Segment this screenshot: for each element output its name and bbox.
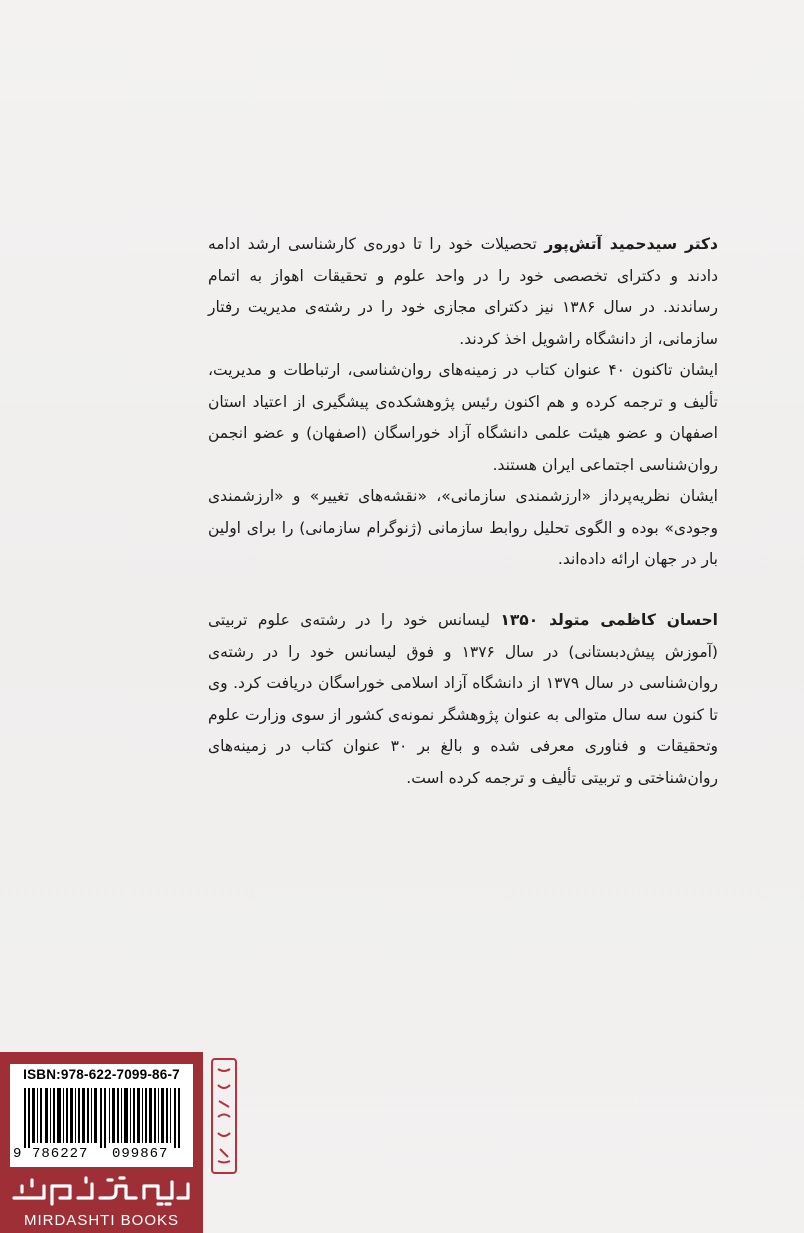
author-name: احسان کاظمی متولد ۱۳۵۰ — [500, 611, 719, 629]
isbn-label: ISBN:978-622-7099-86-7 — [23, 1067, 180, 1082]
publisher-brand: MIRDASHTI BOOKS — [23, 1212, 180, 1229]
bio-paragraph: ایشان نظریه‌پرداز «ارزشمندی سازمانی»، «نقشه‌های تغییر» و «ارزشمندی وجودی» بوده و الگوی تحلیل روابط سازمانی (ژنوگرام سازمانی) را برای اولین بار در جهان ارائه داده‌اند. — [208, 487, 718, 568]
publisher-logo-icon — [8, 1174, 195, 1210]
barcode-bars-icon — [24, 1088, 184, 1148]
barcode: ISBN:978-622-7099-86-7 9 786227 099867 — [10, 1064, 193, 1167]
author-bio-atashpour — [208, 229, 718, 576]
bio-paragraph: دکتر سیدحمید آتش‌پور تحصیلات خود را تا دوره‌ی کارشناسی ارشد ادامه دادند و دکترای تخصصی خود را در واحد علوم و تحقیقات اهواز به اتمام رساندند. در سال ۱۳۸۶ نیز دکترای مجازی خود را در رشته‌ی مدیریت رفتار سازمانی، از دانشگاه راشویل اخذ کردند. — [208, 235, 718, 348]
publisher-panel — [0, 1052, 203, 1233]
author-name: دکتر سیدحمید آتش‌پور — [544, 235, 718, 253]
author-bio-kazemi — [208, 605, 718, 794]
bio-paragraph: ایشان تاکنون ۴۰ عنوان کتاب در زمینه‌های روان‌شناسی، ارتباطات و مدیریت، تألیف و ترجمه کرده و هم اکنون رئیس پژوهشکده‌ی پیشگیری از اعتیاد استان اصفهان و عضو هیئت علمی دانشگاه آزاد خوراسگان (اصفهان) و عضو انجمن روان‌شناسی اجتماعی ایران هستند. — [208, 361, 719, 474]
bio-paragraph: احسان کاظمی متولد ۱۳۵۰ لیسانس خود را در رشته‌ی علوم تربیتی (آموزش پیش‌دبستانی) در سال ۱۳۷۶ و فوق لیسانس خود را در رشته‌ی روان‌شناسی در سال ۱۳۷۹ از دانشگاه آزاد اسلامی خوراسگان دریافت کرد. وی تا کنون سه سال متوالی به عنوان پژوهشگر نمونه‌ی کشور از سوی وزارت علوم وتحقیقات و فناوری معرفی شده و بالغ بر ۳۰ عنوان کتاب در زمینه‌های روان‌شناختی و تربیتی تألیف و ترجمه کرده است. — [208, 611, 719, 787]
publisher-seal-icon — [210, 1057, 238, 1175]
